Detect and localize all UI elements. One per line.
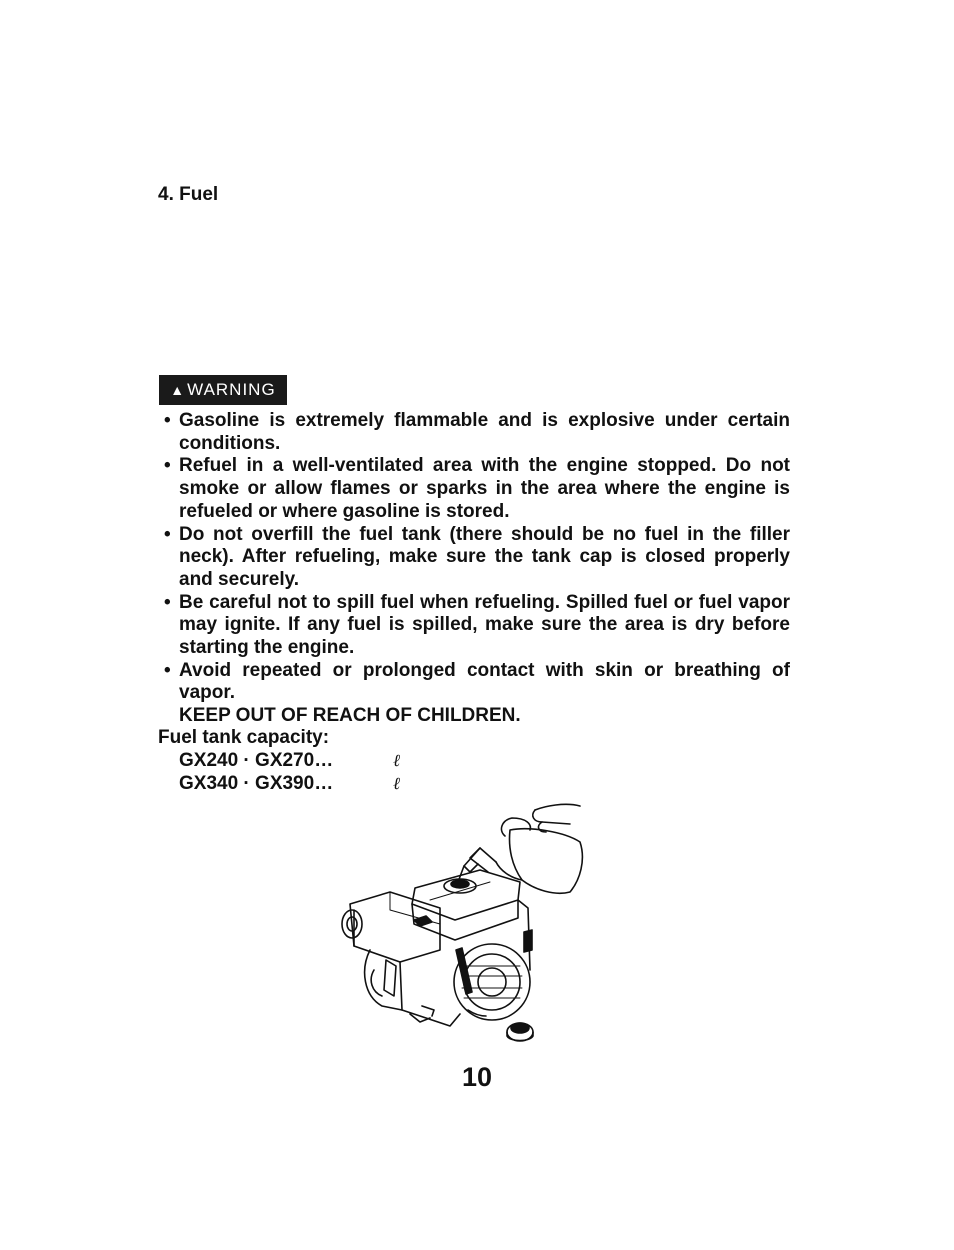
warning-badge [159, 375, 287, 405]
capacity-unit: ℓ [393, 774, 401, 794]
warning-item [160, 592, 790, 660]
keep-out-notice: KEEP OUT OF REACH OF CHILDREN. [179, 705, 521, 726]
capacity-unit: ℓ [393, 751, 401, 771]
bullet-icon: • [164, 523, 171, 545]
warning-item-text: Do not overfill the fuel tank (there should be no fuel in the filler neck). After refueling, make sure the tank cap is closed properly and securely. [179, 523, 790, 590]
warning-item-text: Be careful not to spill fuel when refueling. Spilled fuel or fuel vapor may ignite. If any fuel is spilled, make sure the area is dry before starting the engine. [179, 591, 790, 659]
warning-triangle-icon: ▲ [170, 382, 186, 398]
section-title: 4. Fuel [158, 184, 219, 205]
warning-item-text: Refuel in a well-ventilated area with the engine stopped. Do not smoke or allow flames or sparks in the area where the engine is refueled or where gasoline is stored. [179, 455, 790, 522]
warning-item-text: Gasoline is extremely flammable and is explosive under certain conditions. [179, 410, 790, 454]
capacity-row [179, 750, 400, 772]
page-number: 10 [461, 1062, 493, 1092]
warning-label: WARNING [187, 380, 276, 399]
bullet-icon: • [164, 410, 171, 431]
capacity-model: GX340 · GX390… [179, 773, 334, 794]
warning-item [160, 455, 790, 523]
warning-list [160, 410, 790, 705]
warning-item-text: Avoid repeated or prolonged contact with skin or breathing of vapor. [179, 659, 790, 704]
warning-item [160, 524, 790, 592]
bullet-icon: • [164, 659, 171, 681]
bullet-icon: • [164, 455, 171, 477]
capacity-model: GX240 · GX270… [179, 750, 334, 771]
bullet-icon: • [164, 591, 171, 613]
capacity-row [179, 773, 400, 795]
fuel-capacity-label: Fuel tank capacity: [158, 727, 330, 748]
warning-item [160, 410, 790, 455]
warning-item [160, 660, 790, 705]
engine-refueling-illustration [330, 800, 590, 1050]
